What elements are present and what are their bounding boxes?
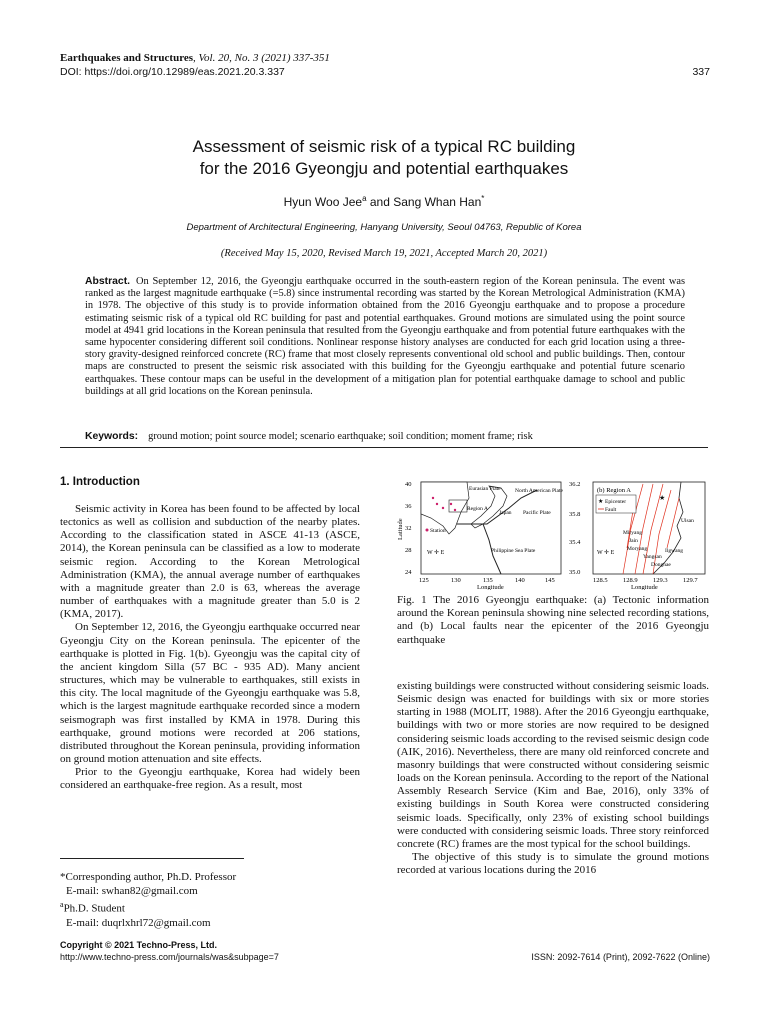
place-label: Moryang [627, 546, 648, 552]
paragraph: On September 12, 2016, the Gyeongju earthquake occurred near Gyeongju City on the Korean peninsula. The epicenter of the earthquake is plotted in Fig. 1(b). Gyeongju was the capital city of the ancient kingdom Silla (57 BC - 935 AD). Many ancient structures, which may be vulnerable to earthquakes, still exists in this city. The local magnitude of the Gyeongju earthquake was 5.8, which is the largest magnitude earthquake recorded since a modern seismograph was first installed by KMA in 1978. During this earthquake, ground motions were recorded at 206 stations, distributed throughout the Korean peninsula, providing information on ground motion attenuation and site effects. [60, 621, 360, 765]
phd-student: Ph.D. Student [63, 902, 125, 915]
panel-b-xtick: 128.5 [593, 577, 608, 584]
station-marker [454, 509, 456, 511]
place-label: Jain [629, 538, 638, 544]
journal-citation [60, 52, 330, 64]
keywords-label: Keywords: [85, 431, 139, 442]
issn: ISSN: 2092-7614 (Print), 2092-7622 (Online) [531, 952, 710, 962]
station-marker [432, 497, 434, 499]
paragraph: existing buildings were constructed without considering seismic loads. Seismic design was enacted for buildings with six or more stories starting in 1988 (MOLIT, 1988). After the 2016 Gyeongju earthquake, buildings with two or more stories are now required to be designed considering seismic loads according to the revised seismic design code (AIK, 2016). Nevertheless, there are many old reinforced concrete and masonry buildings that were constructed without considering seismic loads on the Korean peninsula. According to the report of the National Assembly Research Service (Kim and Bae, 2016), only 33% of existing buildings in South Korea were constructed considering seismic loads. Specifically, only 23% of existing school buildings were conducted with considering seismic loads. Three story reinforced concrete (RC) frames are the most typical for the school buildings. [397, 680, 709, 850]
plate-label: Eurasian Plate [469, 486, 501, 492]
footnotes [60, 870, 236, 930]
station-marker [442, 507, 444, 509]
panel-a-ytick: 32 [405, 525, 412, 532]
panel-b-ytick: 35.0 [569, 569, 581, 576]
panel-b-ytick: 35.8 [569, 511, 581, 518]
panel-b-ytick: 35.4 [569, 539, 581, 546]
copyright: Copyright © 2021 Techno-Press, Ltd. [60, 940, 217, 950]
place-label: Miryang [623, 530, 642, 536]
keywords-text: ground motion; point source model; scenario earthquake; soil condition; moment frame; risk [148, 431, 533, 442]
author-2: and Sang Whan Han [366, 195, 482, 209]
corresponding-author: *Corresponding author, Ph.D. Professor [60, 871, 237, 883]
plate-label: Japan [499, 510, 512, 516]
author-1: Hyun Woo Jee [283, 195, 363, 209]
panel-a-xtick: 125 [419, 577, 429, 584]
compass-icon: W ✛ E [427, 550, 445, 556]
panel-b-ytick: 36.2 [569, 481, 581, 488]
panel-b-xtick: 128.9 [623, 577, 638, 584]
epicenter-legend-icon: ★ [598, 499, 604, 505]
right-column [397, 680, 709, 877]
figure-1-maps [397, 478, 709, 590]
panel-a-ytick: 40 [405, 481, 412, 488]
compass-icon: W ✛ E [597, 550, 615, 556]
left-column [60, 503, 360, 792]
paragraph: Seismic activity in Korea has been found to be affected by local tectonics as well as collision and subduction of the nearby plates. According to the classification stated in ASCE 41-13 (ASCE, 2014), the Korean peninsula can be classified as a low to moderate seismic region. According to the Korean Metrological Administration (KMA), the annual average number of earthquakes with a magnitude greater than 2.0 is 63, whereas the average number of earthquakes with a magnitude greater than 5.0 is 2 (KMA, 2017). [60, 503, 360, 621]
title-line-1: Assessment of seismic risk of a typical RC building [192, 137, 576, 156]
plate-label: Philippine Sea Plate [491, 548, 536, 554]
section-heading: 1. Introduction [60, 476, 140, 488]
panel-a-ytick: 28 [405, 547, 412, 554]
footnote-divider [60, 858, 244, 859]
plate-label: North American Plate [515, 488, 563, 494]
panel-b-xlabel: Longitude [631, 584, 658, 590]
panel-b-label: (b) Region A [597, 487, 631, 494]
author-1-sup: a [362, 194, 367, 203]
place-label: Ulsan [681, 518, 694, 524]
epicenter-icon: ★ [659, 494, 666, 502]
page-number: 337 [692, 66, 710, 78]
plate-label: Pacific Plate [523, 510, 551, 516]
station-marker [436, 503, 438, 505]
figure-caption: Fig. 1 The 2016 Gyeongju earthquake: (a) Tectonic information around the Korean peninsula showing nine selected recording stations, and (b) Local faults near the epicenter of the 2016 Gyeongju earthquake [397, 594, 709, 646]
paragraph: The objective of this study is to simulate the ground motions recorded at various locations during the 2016 [397, 851, 709, 877]
abstract [85, 276, 685, 398]
panel-a-ylabel: Latitude [397, 518, 404, 540]
abstract-text: On September 12, 2016, the Gyeongju earthquake occurred in the south-eastern region of the Korean peninsula. The event was ranked as the largest magnitude earthquake (=5.8) since instrumental recording was started by the Korean Metrological Administration (KMA) in 1978. The objective of this study is to provide information obtained from the 2016 Gyeongju earthquake and to propose a procedure estimating seismic risk of a typical old RC building for past and potential earthquakes. Ground motions are simulated using the point source model at 4941 grid locations in the Korean peninsula that resulted from the Gyeongju earthquake and from potential future earthquakes with the same hypocenter considering different soil conditions. Nonlinear response history analyses are conducted for each grid location using a three-story gravity-designed reinforced concrete (RC) frame that most closely represents conventional old school and public buildings. Then, contour maps are constructed to present the seismic risk associated with this building for the Gyeongju earthquake and potential future scenario earthquakes. These contour maps can be useful in the development of a mitigation plan for potential earthquake damage to school and public buildings at all grid locations on the Korean peninsula. [85, 276, 685, 397]
panel-b-xtick: 129.7 [683, 577, 698, 584]
author-2-sup: * [481, 194, 485, 203]
keywords [85, 431, 685, 442]
journal-url[interactable]: http://www.techno-press.com/journals/was&subpage=7 [60, 952, 279, 962]
station-marker [450, 503, 452, 505]
doi-line[interactable]: DOI: https://doi.org/10.12989/eas.2021.20.3.337 [60, 66, 285, 78]
title-line-2: for the 2016 Gyeongju and potential earthquakes [199, 159, 569, 178]
place-label: Yangsan [643, 554, 662, 560]
epicenter-legend: Epicenter [605, 499, 627, 505]
panel-a-ytick: 24 [405, 569, 412, 576]
abstract-label: Abstract. [85, 276, 131, 287]
panel-a-ytick: 36 [405, 503, 412, 510]
panel-a-xtick: 145 [545, 577, 555, 584]
station-legend-marker [426, 529, 429, 532]
figure-1 [397, 478, 709, 590]
place-label: Dongnae [651, 562, 671, 568]
journal-issue: , Vol. 20, No. 3 (2021) 337-351 [193, 52, 330, 64]
email-2[interactable]: E-mail: duqrlxhrl72@gmail.com [66, 916, 211, 929]
email-1[interactable]: E-mail: swhan82@gmail.com [66, 885, 198, 897]
author-list [60, 194, 708, 209]
affiliation: Department of Architectural Engineering, Hanyang University, Seoul 04763, Republic of Korea [186, 222, 582, 233]
panel-a-xtick: 140 [515, 577, 525, 584]
station-legend: Station [430, 528, 446, 534]
panel-a-xtick: 135 [483, 577, 493, 584]
header-divider [60, 447, 708, 448]
fault-legend: Fault [605, 507, 617, 513]
panel-a-xlabel: Longitude [477, 584, 504, 590]
paragraph: Prior to the Gyeongju earthquake, Korea had widely been considered an earthquake-free region. As a result, most [60, 766, 360, 792]
plate-label: Region A [467, 506, 488, 512]
phd-sup: a [60, 900, 64, 909]
panel-a-xtick: 130 [451, 577, 461, 584]
place-label: Ilgwang [665, 548, 684, 554]
journal-name: Earthquakes and Structures [60, 52, 194, 64]
paper-title [60, 136, 708, 180]
received-dates: (Received May 15, 2020, Revised March 19, 2021, Accepted March 20, 2021) [220, 248, 548, 259]
panel-b-xtick: 129.3 [653, 577, 668, 584]
